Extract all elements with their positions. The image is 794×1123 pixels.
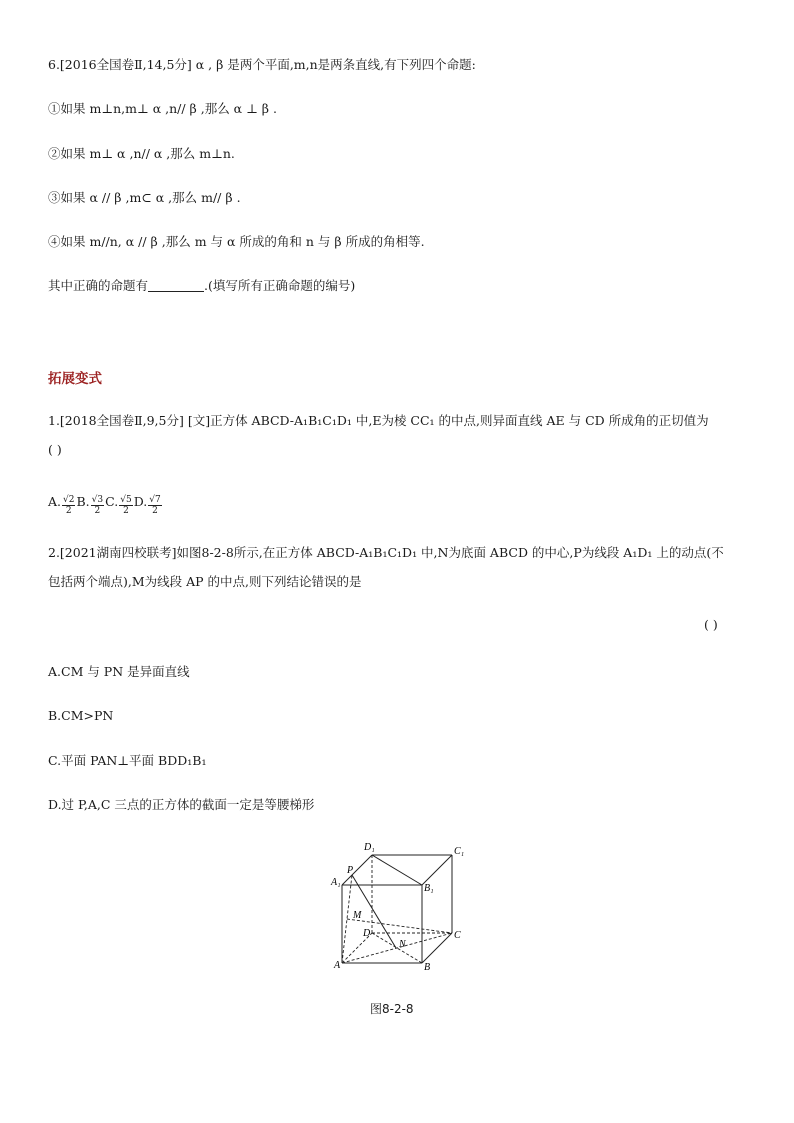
figure-caption: 图8-2-8	[370, 1002, 414, 1016]
q2-option-c[interactable]: C.平面 PAN⊥平面 BDD₁B₁	[48, 753, 207, 768]
q1-option-d[interactable]: D. $\frac{√7}{2}$	[133, 494, 161, 516]
q2-stem-line-1: 2.[2021湖南四校联考]如图8-2-8所示,在正方体 ABCD-A₁B₁C₁D₁ 中,N为底面 ABCD 的中心,P为线段 A₁D₁ 上的动点(不	[48, 545, 724, 560]
q6-proposition-2: ②如果 m⊥ α ,n// α ,那么 m⊥n.	[48, 146, 235, 161]
label-C: C	[454, 930, 461, 941]
label-D: D	[363, 928, 371, 939]
q2-option-b[interactable]: B.CM>PN	[48, 708, 114, 723]
q6-proposition-4: ④如果 m//n, α // β ,那么 m 与 α 所成的角和 n 与 β 所成的角相等.	[48, 234, 425, 249]
q6-question	[48, 277, 355, 295]
q6-proposition-3: ③如果 α // β ,m⊂ α ,那么 m// β .	[48, 190, 241, 205]
label-C1: C₁	[454, 846, 465, 857]
q6-proposition-1: ①如果 m⊥n,m⊥ α ,n// β ,那么 α ⊥ β .	[48, 101, 277, 116]
label-A: A	[334, 960, 341, 971]
q1-options	[48, 490, 163, 516]
q1-stem: 1.[2018全国卷Ⅱ,9,5分] [文]正方体 ABCD-A₁B₁C₁D₁ 中,E为棱 CC₁ 的中点,则异面直线 AE 与 CD 所成角的正切值为	[48, 413, 709, 428]
label-N: N	[399, 939, 406, 950]
q2-option-d[interactable]: D.过 P,A,C 三点的正方体的截面一定是等腰梯形	[48, 797, 315, 812]
q1-option-c[interactable]: C. $\frac{√5}{2}$	[105, 494, 132, 516]
label-M: M	[353, 910, 362, 921]
q1-answer-paren[interactable]: ( )	[48, 442, 62, 457]
q1-option-a[interactable]: A. $\frac{√2}{2}$	[48, 494, 75, 516]
q6-question-prefix: 其中正确的命题有	[48, 278, 149, 293]
q2-option-a[interactable]: A.CM 与 PN 是异面直线	[48, 664, 190, 679]
label-B: B	[424, 962, 431, 973]
q6-question-suffix: .(填写所有正确命题的编号)	[204, 278, 356, 293]
q6-answer-blank[interactable]	[148, 279, 204, 292]
label-D1: D₁	[364, 842, 375, 853]
cube-figure	[328, 838, 478, 978]
q1-option-b[interactable]: B. $\frac{√3}{2}$	[76, 494, 104, 516]
q6-header: 6.[2016全国卷Ⅱ,14,5分] α , β 是两个平面,m,n是两条直线,有下列四个命题:	[48, 57, 476, 72]
label-B1: B₁	[424, 883, 434, 894]
q2-answer-paren[interactable]: ( )	[704, 617, 718, 632]
q2-stem-line-2: 包括两个端点),M为线段 AP 的中点,则下列结论错误的是	[48, 574, 362, 589]
section-title: 拓展变式	[48, 371, 102, 387]
label-A1: A₁	[331, 877, 341, 888]
label-P: P	[347, 865, 354, 876]
